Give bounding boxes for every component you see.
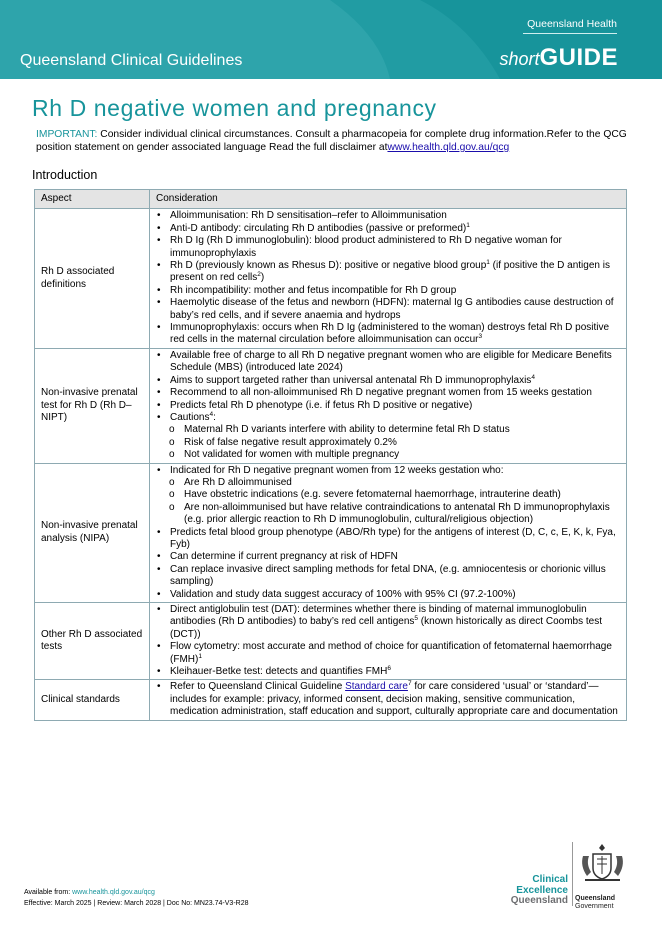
program-name: Queensland Clinical Guidelines	[20, 52, 243, 69]
important-notice	[36, 128, 636, 154]
list-item	[155, 350, 622, 375]
list-item	[155, 210, 622, 222]
item-text: Can determine if current pregnancy at risk of HDFN	[170, 551, 398, 563]
item-text: Rh D (previously known as Rhesus D): positive or negative blood group	[170, 260, 487, 272]
brand-guide: GUIDE	[539, 44, 618, 71]
header-banner	[0, 0, 662, 79]
list-item	[155, 564, 622, 589]
section-heading: Introduction	[32, 168, 98, 182]
coat-of-arms-icon	[575, 840, 630, 888]
item-text: Direct antiglobulin test (DAT): determines whether there is binding of maternal immunoglobulin antibodies (Rh D antibodies) to baby’s red cell antigens	[170, 604, 587, 628]
consideration-cell	[150, 680, 627, 720]
consideration-cell	[150, 209, 627, 348]
item-text: Recommend to all non-alloimmunised Rh D negative pregnant women from 15 weeks gestation	[170, 387, 592, 399]
list-item	[155, 641, 622, 666]
list-item	[155, 465, 622, 477]
list-item	[155, 387, 622, 399]
sub-list-item: o Are non-alloimmunised but have relative contraindications to antenatal Rh D immunoprophylaxis (e.g. prior allergic reaction to Rh D immunoglobulin, cultural/religious objection)	[155, 502, 622, 527]
table-row	[35, 348, 627, 463]
table-row	[35, 603, 627, 680]
agency-name: Queensland Health	[527, 18, 617, 30]
item-text: Alloimmunisation: Rh D sensitisation–refer to Alloimmunisation	[170, 210, 447, 222]
item-text: (known historically as direct Coombs test (DCT))	[170, 616, 602, 640]
aspect-cell: Rh D associated definitions	[35, 209, 150, 348]
consideration-cell	[150, 463, 627, 602]
list-item	[155, 285, 622, 297]
reference-superscript: 1	[486, 259, 490, 267]
table-row	[35, 463, 627, 602]
list-item	[155, 223, 622, 235]
item-text: Predicts fetal Rh D phenotype (i.e. if fetus Rh D positive or negative)	[170, 399, 473, 411]
standard-care-link[interactable]: Standard care	[345, 681, 408, 693]
logo-divider	[572, 842, 573, 906]
item-text: Anti-D antibody: circulating Rh D antibodies (passive or preformed)	[170, 222, 467, 234]
gov-line: Queensland	[575, 895, 616, 902]
reference-superscript: 4	[531, 373, 535, 381]
sub-list-item: o Are Rh D alloimmunised	[155, 477, 622, 489]
page-title: Rh D negative women and pregnancy	[32, 95, 437, 121]
item-text: Validation and study data suggest accuracy of 100% with 95% CI (97.2-100%)	[170, 588, 516, 600]
list-item	[155, 375, 622, 387]
clinical-excellence-logo	[506, 875, 568, 907]
bullet-list	[155, 350, 622, 462]
gov-line: Government	[575, 903, 614, 910]
aspect-cell: Other Rh D associated tests	[35, 603, 150, 680]
bullet-list	[155, 465, 622, 601]
ce-line: Clinical	[532, 874, 568, 885]
available-label: Available from:	[24, 889, 71, 896]
item-text: :	[213, 411, 216, 423]
item-text: Can replace invasive direct sampling methods for fetal DNA, (e.g. amniocentesis or chorionic villus sampling)	[170, 563, 606, 588]
table-row	[35, 209, 627, 348]
reference-superscript: 5	[414, 615, 419, 623]
sub-list-item: o Risk of false negative result approximately 0.2%	[155, 437, 622, 449]
consideration-cell	[150, 348, 627, 463]
list-item	[155, 666, 622, 678]
item-text: Kleihauer-Betke test: detects and quantifies FMH	[170, 666, 388, 678]
list-item	[155, 235, 622, 260]
aspect-cell: Clinical standards	[35, 680, 150, 720]
reference-superscript: 1	[198, 652, 202, 660]
item-text: )	[260, 272, 265, 284]
item-text: Flow cytometry: most accurate and method of choice for quantification of fetomaternal haemorrhage (FMH)	[170, 641, 612, 665]
list-item	[155, 681, 622, 718]
considerations-table	[34, 189, 627, 721]
list-item	[155, 604, 622, 641]
item-text: Haemolytic disease of the fetus and newborn (HDFN): maternal Ig G antibodies cause destruction of baby’s red cells, and if severe anaemia and hydrops	[170, 297, 614, 321]
reference-superscript: 1	[466, 221, 470, 229]
important-text: Consider individual clinical circumstances. Consult a pharmacopeia for complete drug information.Refer to the QCG position statement on gender associated language Read the full disclaimer at	[36, 129, 627, 153]
item-text: Cautions	[170, 411, 210, 423]
important-label: IMPORTANT:	[36, 129, 98, 140]
item-text: Rh D Ig (Rh D immunoglobulin): blood product administered to Rh D negative woman for immunoprophylaxis	[170, 235, 562, 259]
brand-short: short	[499, 49, 540, 69]
list-item	[155, 412, 622, 424]
sub-list-item: o Maternal Rh D variants interfere with ability to determine fetal Rh D status	[155, 424, 622, 436]
consideration-cell	[150, 603, 627, 680]
reference-superscript: 2	[257, 271, 261, 279]
ce-line: Excellence	[516, 884, 568, 896]
list-item	[155, 322, 622, 347]
queensland-government-logo	[575, 840, 630, 911]
reference-superscript: 7	[407, 680, 412, 688]
list-item	[155, 589, 622, 601]
reference-superscript: 6	[387, 665, 391, 673]
list-item	[155, 297, 622, 322]
table-row	[35, 680, 627, 720]
bullet-list	[155, 604, 622, 678]
bullet-list	[155, 681, 622, 718]
agency-divider	[523, 33, 617, 34]
footer	[24, 887, 249, 909]
shortguide-logo	[499, 44, 618, 72]
bullet-list	[155, 210, 622, 346]
sub-list-item: o Not validated for women with multiple pregnancy	[155, 449, 622, 461]
table-header-row	[35, 190, 627, 209]
aspect-cell: Non-invasive prenatal test for Rh D (Rh D–NIPT)	[35, 348, 150, 463]
item-text: Indicated for Rh D negative pregnant women from 12 weeks gestation who:	[170, 464, 504, 476]
disclaimer-link[interactable]: www.health.qld.gov.au/qcg	[387, 142, 510, 153]
item-text: Available free of charge to all Rh D negative pregnant women who are eligible for Medicare Benefits Schedule (MBS) (introduced late 2024)	[170, 349, 612, 374]
list-item	[155, 400, 622, 412]
item-text: (if positive the D antigen is present on red cells	[170, 260, 610, 284]
reference-superscript: 3	[478, 333, 483, 341]
reference-superscript: 4	[209, 410, 214, 418]
item-text: for care considered ‘usual’ or ‘standard’—includes for example: privacy, informed consent, decision making, sensitive communication, medication administration, staff education and support, culturally appropriate care and documentation	[170, 681, 618, 718]
item-text: Predicts fetal blood group phenotype (ABO/Rh type) for the antigens of interest (D, C, c, E, K, k, Fya, Fyb)	[170, 526, 616, 550]
column-header: Consideration	[150, 190, 627, 209]
list-item	[155, 260, 622, 285]
ce-line: Queensland	[510, 895, 568, 906]
list-item	[155, 527, 622, 552]
list-item	[155, 551, 622, 563]
item-text: Refer to Queensland Clinical Guideline	[170, 681, 346, 693]
aspect-cell: Non-invasive prenatal analysis (NIPA)	[35, 463, 150, 602]
footer-link[interactable]: www.health.qld.gov.au/qcg	[72, 889, 155, 896]
item-text: Rh incompatibility: mother and fetus incompatible for Rh D group	[170, 284, 457, 296]
sub-list-item: o Have obstetric indications (e.g. severe fetomaternal haemorrhage, intrauterine death)	[155, 489, 622, 501]
column-header: Aspect	[35, 190, 150, 209]
document-info: Effective: March 2025 | Review: March 2028 | Doc No: MN23.74-V3-R28	[24, 900, 249, 907]
item-text: Immunoprophylaxis: occurs when Rh D Ig (administered to the woman) destroys fetal Rh D positive red cells in the maternal circulation before alloimmunisation can occur	[170, 322, 610, 346]
item-text: Aims to support targeted rather than universal antenatal Rh D immunoprophylaxis	[170, 374, 532, 386]
